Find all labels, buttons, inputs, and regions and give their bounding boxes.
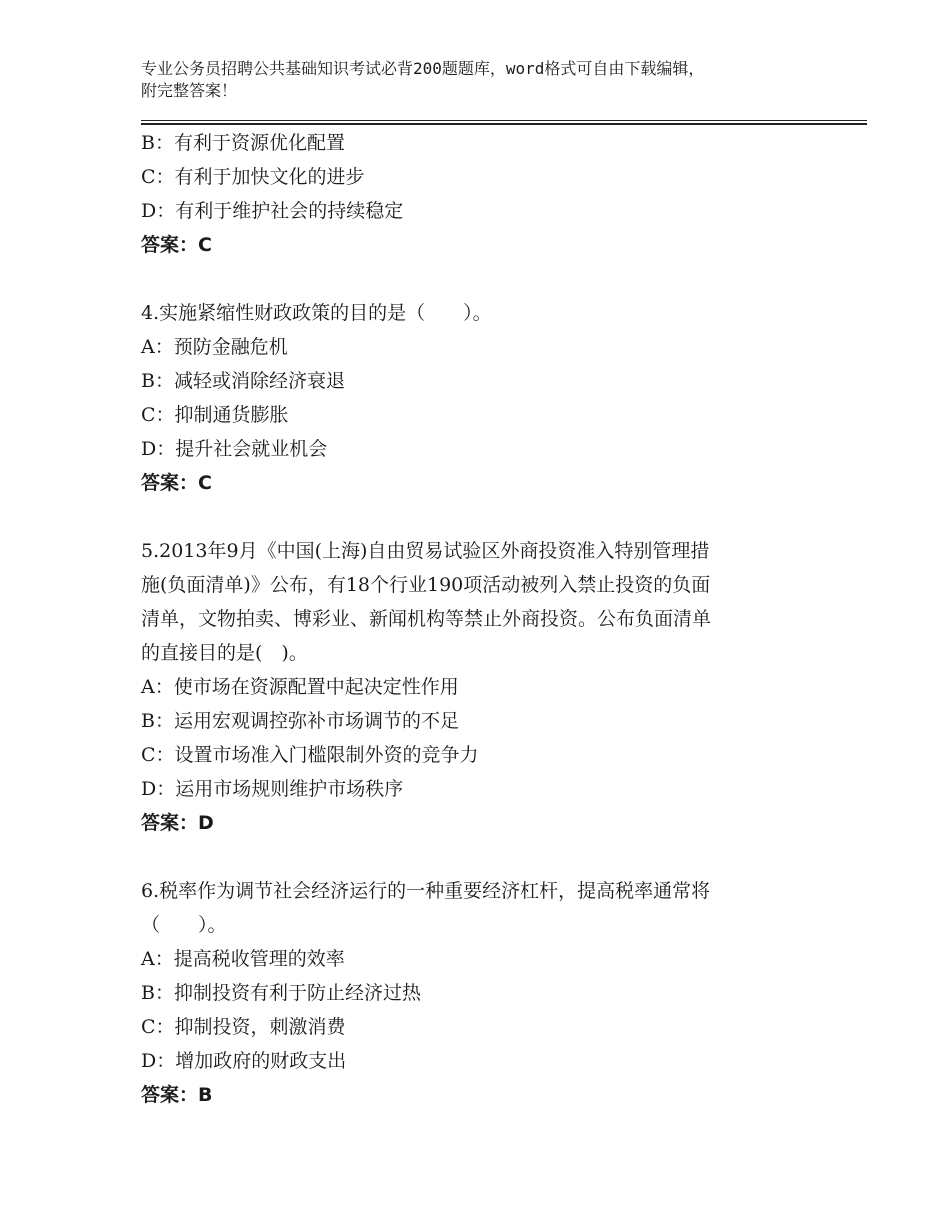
question-content (141, 126, 831, 1112)
question-stem-line-4: 的直接目的是( )。 (141, 642, 308, 664)
question-stem-line-3: 清单，文物拍卖、博彩业、新闻机构等禁止外商投资。公布负面清单 (141, 608, 712, 630)
question-4 (141, 296, 831, 500)
option-c: C：有利于加快文化的进步 (141, 166, 365, 188)
option-b: B：有利于资源优化配置 (141, 132, 345, 154)
answer: 答案：B (141, 1084, 213, 1106)
question-stem-line-2: 施(负面清单)》公布，有18个行业190项活动被列入禁止投资的负面 (141, 574, 711, 596)
option-a: A：使市场在资源配置中起决定性作用 (141, 676, 459, 698)
option-c: C：抑制投资，刺激消费 (141, 1016, 346, 1038)
option-b: B：抑制投资有利于防止经济过热 (141, 982, 421, 1004)
option-a: A：提高税收管理的效率 (141, 948, 345, 970)
option-b: B：减轻或消除经济衰退 (141, 370, 345, 392)
answer: 答案：D (141, 812, 214, 834)
option-a: A：预防金融危机 (141, 336, 288, 358)
question-stem-line-2: （ ）。 (141, 914, 227, 936)
header-line-1: 专业公务员招聘公共基础知识考试必背200题题库，word格式可自由下载编辑， (141, 59, 705, 78)
question-5 (141, 534, 831, 840)
question-stem-line-1: 6.税率作为调节社会经济运行的一种重要经济杠杆，提高税率通常将 (141, 880, 711, 902)
header-line-2: 附完整答案！ (141, 81, 238, 100)
spacer (141, 500, 831, 534)
answer: 答案：C (141, 234, 212, 256)
option-d: D：运用市场规则维护市场秩序 (141, 778, 404, 800)
option-d: D：提升社会就业机会 (141, 438, 328, 460)
answer: 答案：C (141, 472, 212, 494)
option-c: C：抑制通货膨胀 (141, 404, 289, 426)
question-stem: 4.实施紧缩性财政政策的目的是（ ）。 (141, 302, 492, 324)
header-divider (141, 120, 867, 125)
option-b: B：运用宏观调控弥补市场调节的不足 (141, 710, 459, 732)
option-c: C：设置市场准入门槛限制外资的竞争力 (141, 744, 479, 766)
option-d: D：增加政府的财政支出 (141, 1050, 347, 1072)
option-d: D：有利于维护社会的持续稳定 (141, 200, 404, 222)
spacer (141, 840, 831, 874)
question-6 (141, 874, 831, 1112)
spacer (141, 262, 831, 296)
question-stem-line-1: 5.2013年9月《中国(上海)自由贸易试验区外商投资准入特别管理措 (141, 540, 710, 562)
question-3 (141, 126, 831, 262)
document-header (141, 58, 821, 102)
